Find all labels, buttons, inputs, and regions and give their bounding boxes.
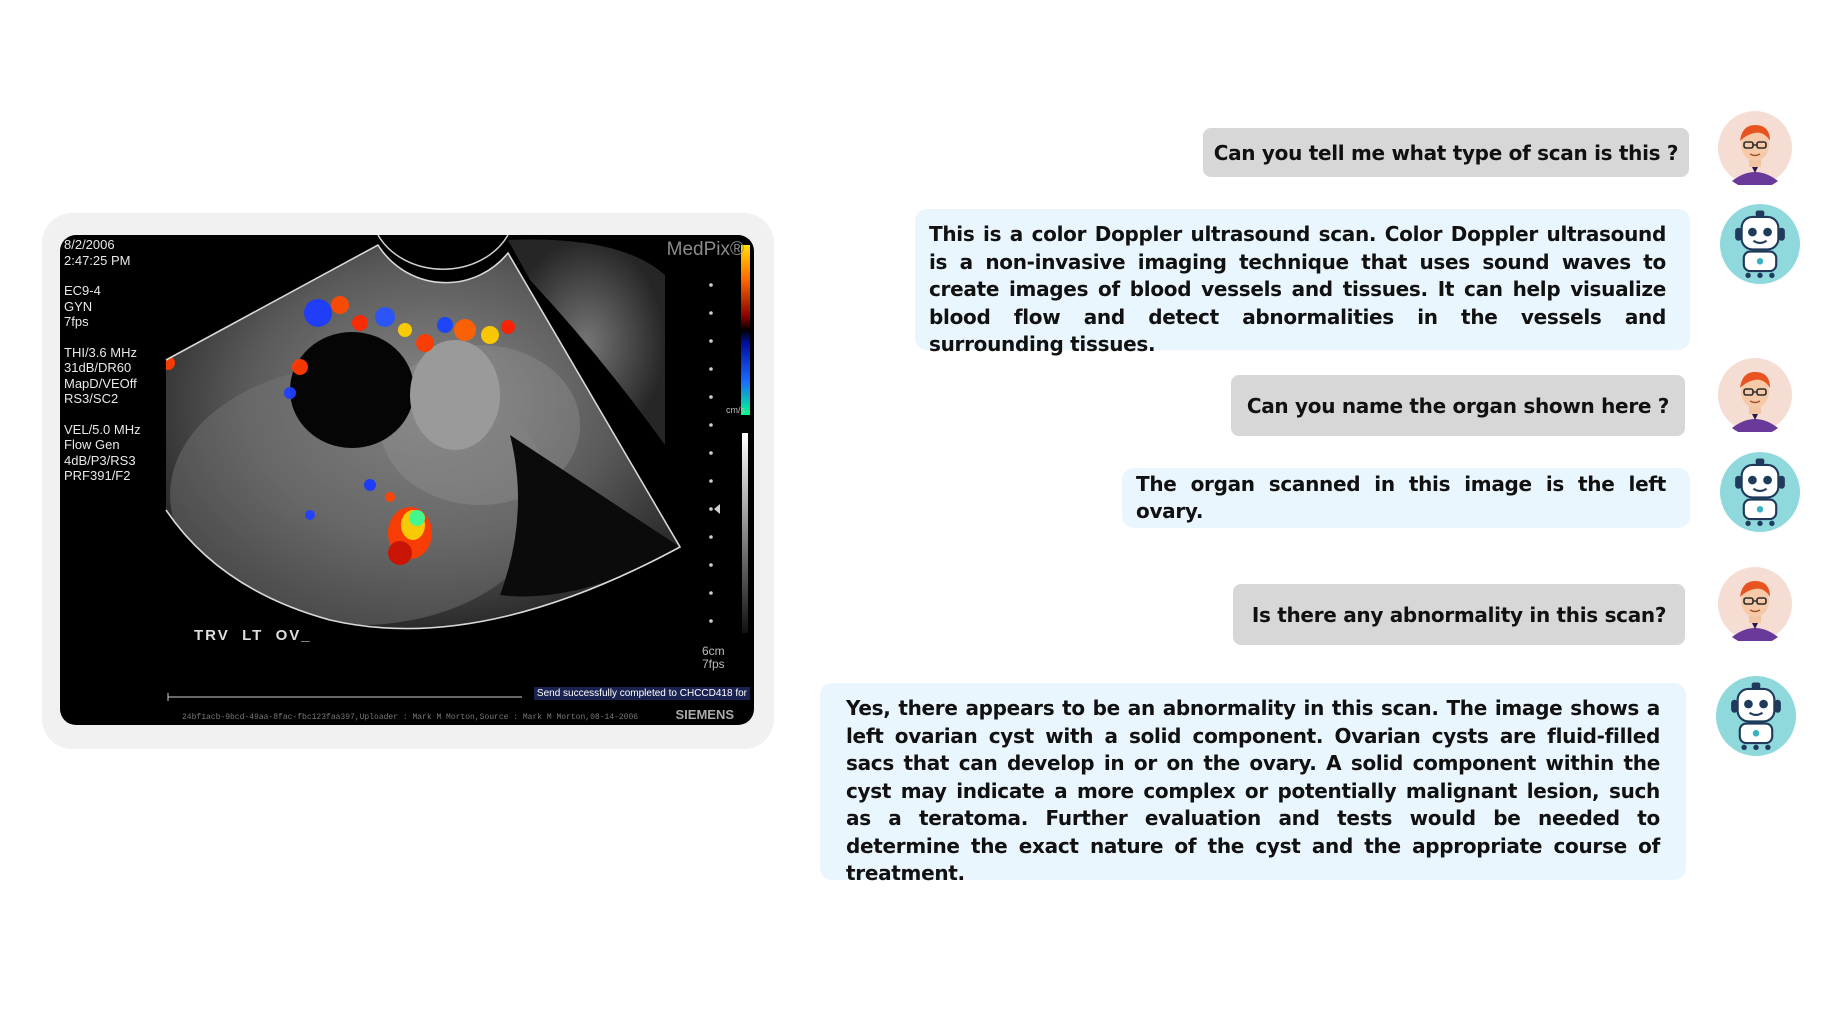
flow-param: PRF391/F2 xyxy=(64,468,131,483)
robot-avatar-icon xyxy=(1720,452,1800,532)
assistant-message xyxy=(915,209,1690,356)
assistant-message xyxy=(1122,468,1690,528)
imaging-param: 31dB/DR60 xyxy=(64,360,132,375)
ultrasound-image xyxy=(60,235,754,725)
medpix-watermark: MedPix® xyxy=(666,239,744,260)
preset-name: GYN xyxy=(64,298,93,314)
frame-rate: 7fps xyxy=(64,314,89,329)
message-text: Yes, there appears to be an abnormality in this scan. The image shows a left ovarian cyst with a solid component. Ovarian cysts are fluid-filled sacs that can develop in or on the ovary. A solid component within the cyst may indicate a more complex or potentially malignant lesion, such as a teratoma. Further evaluation and tests would be needed to determine the exact nature of the cyst and the appropriate course of treatment. xyxy=(846,696,1660,885)
depth-fps: 7fps xyxy=(702,657,725,671)
user-message xyxy=(1203,128,1689,177)
scan-image-card xyxy=(42,213,774,749)
robot-avatar-icon xyxy=(1720,204,1800,284)
message-text: Is there any abnormality in this scan? xyxy=(1251,602,1667,627)
user-message xyxy=(1231,375,1685,436)
vendor-label: SIEMENS xyxy=(675,707,734,722)
assistant-message xyxy=(820,683,1686,885)
flow-param: Flow Gen xyxy=(64,437,120,452)
image-metadata: 24bf1acb-9bcd-49aa-8fac-fbc123faa397,Uploader : Mark M Morton,Source : Mark M Morton,08-14-2006 xyxy=(182,713,639,722)
send-status-message: Send successfully completed to CHCCD418 for xyxy=(534,687,750,700)
message-text: The organ scanned in this image is the left ovary. xyxy=(1136,471,1666,523)
velocity-unit-label: cm/s xyxy=(726,405,745,415)
person-avatar-icon xyxy=(1718,358,1792,432)
depth-value: 6cm xyxy=(702,644,725,658)
imaging-param: RS3/SC2 xyxy=(64,391,119,406)
imaging-param: MapD/VEOff xyxy=(64,375,137,391)
robot-avatar-icon xyxy=(1716,676,1796,756)
user-message xyxy=(1233,584,1685,645)
depth-readout xyxy=(702,645,725,671)
scan-time: 2:47:25 PM xyxy=(64,252,131,268)
probe-name: EC9-4 xyxy=(64,283,101,298)
scan-parameters xyxy=(64,237,141,484)
scan-date: 8/2/2006 xyxy=(64,237,115,252)
message-text: This is a color Doppler ultrasound scan. Color Doppler ultrasound is a non-invasive imaging technique that uses sound waves to create images of blood vessels and tissues. It can help visualize blood flow and detect abnormalities in the vessels and surrounding tissues. xyxy=(929,222,1666,356)
person-avatar-icon xyxy=(1718,111,1792,185)
message-text: Can you tell me what type of scan is this ? xyxy=(1213,140,1679,165)
scan-orientation-label: TRV LT OV_ xyxy=(194,627,312,644)
person-avatar-icon xyxy=(1718,567,1792,641)
flow-param: VEL/5.0 MHz xyxy=(64,421,141,437)
imaging-param: THI/3.6 MHz xyxy=(64,344,137,360)
flow-param: 4dB/P3/RS3 xyxy=(64,452,136,468)
ultrasound-graphic xyxy=(60,235,754,725)
message-text: Can you name the organ shown here ? xyxy=(1246,393,1670,418)
